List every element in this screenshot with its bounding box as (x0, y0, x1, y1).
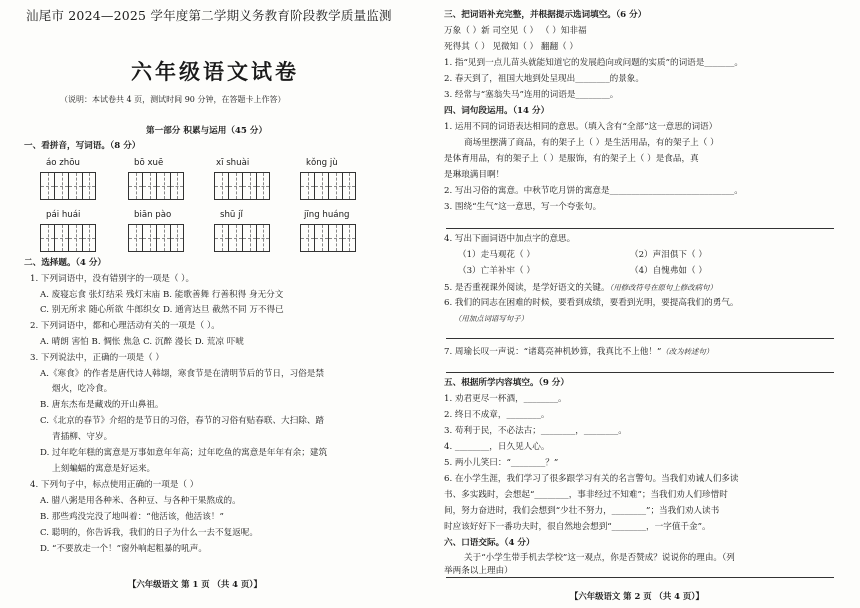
question-4-option-c: C. 聪明的，你告诉我，我们的日子为什么一去不复返呢。 (40, 528, 258, 538)
section-4-q1-line3: 是琳琅满目啊！ (444, 170, 505, 180)
tianzi-grid-5[interactable] (40, 224, 96, 252)
section-3-row-2: 死得其（ ） 见微知（ ） 翻翻（ ） (444, 42, 578, 52)
answer-line[interactable] (446, 338, 834, 339)
section-4-q6: 6. 我们的同志在困难的时候，要看到成绩，要看到光明，要提高我们的勇气。 (444, 298, 739, 308)
section-3-q3: 3. 经常与“塞翁失马”连用的词语是________。 (444, 90, 619, 100)
answer-line[interactable] (446, 228, 834, 229)
section-4-q1-line1: 商场里摆满了商品，有的架子上（ ）是生活用品，有的架子上（ ） (464, 138, 719, 148)
pinyin-5: pái huái (46, 210, 81, 220)
section-5-q6-line1: 6. 在小学生涯，我们学习了很多跟学习有关的名言警句。当我们劝诫人们多读 (444, 474, 739, 484)
section-5-q6-line4: 时应该好好下一番功夫时，很自然地会想到“________，一字值千金”。 (444, 522, 711, 532)
part-1-heading: 第一部分 积累与运用（45 分） (146, 126, 268, 136)
section-5-q4: 4. ________，日久见人心。 (444, 442, 550, 452)
exam-note: （说明：本试卷共 4 页，测试时间 90 分钟，在答题卡上作答） (60, 95, 286, 104)
question-4-option-d: D. “不要放走一个！”窗外响起粗暴的吼声。 (40, 544, 207, 554)
tianzi-grid-2[interactable] (128, 172, 184, 200)
page-2-footer: 【六年级语文 第 2 页 （共 4 页）】 (570, 591, 704, 601)
tianzi-grid-1[interactable] (40, 172, 96, 200)
section-5-q3: 3. 苟利于民，不必法古；________，________。 (444, 426, 627, 436)
answer-line[interactable] (446, 577, 834, 578)
section-4-q7 (444, 346, 713, 358)
section-3-q1: 1. 指“见到一点儿苗头就能知道它的发展趋向或问题的实质”的词语是_______。 (444, 58, 744, 68)
question-2: 2. 下列词语中，都和心理活动有关的一项是（ ）。 (30, 321, 220, 331)
section-4-q5-note: （用修改符号在原句上修改病句） (609, 283, 717, 292)
question-3-option-c-cont: 青插柳、守岁。 (52, 432, 113, 442)
section-5-heading: 五、根据所学内容填空。（9 分） (444, 378, 569, 388)
section-4-q6-note: （用加点词语写句子） (454, 314, 528, 323)
subject-title: 六年级语文试卷 (131, 59, 299, 84)
section-5-q5: 5. 两小儿笑曰：“________？” (444, 458, 559, 468)
question-1-options-ab: A. 废寝忘食 张灯结采 残灯末庙 B. 能歌善舞 行善积得 身无分文 (40, 290, 284, 300)
section-5-q1: 1. 劝君更尽一杯酒，________。 (444, 394, 567, 404)
section-4-q4: 4. 写出下面词语中加点字的意思。 (444, 234, 576, 244)
section-4-q4-item2: （2）声泪俱下（ ） (630, 250, 707, 260)
page-2 (430, 0, 860, 608)
section-3-q2: 2. 春天到了，祖国大地到处呈现出________的景象。 (444, 74, 644, 84)
section-6-prompt-cont: 举两条以上理由） (444, 566, 513, 576)
section-4-q1: 1. 运用不同的词语表达相同的意思。（填入含有“全部”这一意思的词语） (444, 122, 718, 132)
section-1-heading: 一、看拼音，写词语。（8 分） (24, 141, 141, 151)
question-4-option-a: A. 腊八粥是用各种米、各种豆、与各种干果熬成的。 (40, 496, 241, 506)
question-1-options-cd: C. 别无所求 随心所欲 牛郎织女 D. 通宵达旦 截然不同 万不得已 (40, 305, 284, 315)
page-1-footer: 【六年级语文 第 1 页 （共 4 页）】 (128, 579, 262, 589)
pinyin-3: xī shuài (216, 158, 250, 168)
question-2-options: A. 晴朗 害怕 B. 惆怅 焦急 C. 沉醉 漫长 D. 荒凉 吓唬 (40, 337, 244, 347)
section-4-q5 (444, 282, 717, 294)
pinyin-1: áo zhōu (46, 158, 80, 168)
section-4-q4-item1: （1）走马观花（ ） (458, 250, 535, 260)
section-5-q6-line2: 书、多实践时，会想起“________，事非经过不知难”；当我们劝人们珍惜时 (444, 490, 728, 500)
question-3-option-a-cont: 烟火，吃冷食。 (52, 384, 113, 394)
section-2-heading: 二、选择题。（4 分） (24, 258, 107, 268)
section-4-heading: 四、词句段运用。（14 分） (444, 106, 550, 116)
tianzi-grid-7[interactable] (214, 224, 270, 252)
section-3-heading: 三、把词语补充完整，并根据提示选词填空。（6 分） (444, 10, 647, 20)
section-3-row-1: 万象（ ）新 司空见（ ） （ ）知非福 (444, 26, 587, 36)
section-4-q4-item4: （4）自愧弗如（ ） (630, 266, 707, 276)
tianzi-grid-4[interactable] (300, 172, 356, 200)
section-4-q2: 2. 写出习俗的寓意。中秋节吃月饼的寓意是_____________________________。 (444, 186, 743, 196)
section-4-q5-text: 5. 是否重视课外阅读，是学好语文的关键。 (444, 283, 610, 293)
section-4-q7-note: （改为转述句） (661, 347, 714, 356)
section-5-q2: 2. 终日不成章，________。 (444, 410, 550, 420)
answer-line[interactable] (446, 372, 834, 373)
tianzi-grid-3[interactable] (214, 172, 270, 200)
pinyin-7: shū jǐ (220, 210, 243, 220)
question-4-option-b: B. 那些鸡没完没了地叫着：“他活该，他活该！” (40, 512, 224, 522)
section-4-q4-item3: （3）亡羊补牢（ ） (458, 266, 535, 276)
question-1: 1. 下列词语中，没有错别字的一项是（ ）。 (30, 274, 195, 284)
question-3-option-c: C.《北京的春节》介绍的是节日的习俗，春节的习俗有贴春联、大扫除、踏 (40, 416, 325, 426)
section-6-heading: 六、口语交际。（4 分） (444, 538, 535, 548)
question-3: 3. 下列说法中，正确的一项是（ ） (30, 353, 164, 363)
question-3-option-d-cont: 上刻蝙蝠的寓意是好运来。 (52, 464, 156, 474)
question-3-option-d: D. 过年吃年糕的寓意是万事如意年年高；过年吃鱼的寓意是年年有余；建筑 (40, 448, 328, 458)
pinyin-6: biān pào (134, 210, 172, 220)
exam-title: 汕尾市 2024—2025 学年度第二学期义务教育阶段教学质量监测 (26, 8, 392, 23)
question-3-option-a: A.《寒食》的作者是唐代诗人韩翃，寒食节是在清明节后的节日，习俗是禁 (40, 369, 324, 379)
section-4-q1-line2: 是体育用品，有的架子上（ ）是服饰，有的架子上（ ）是食品，真 (444, 154, 699, 164)
tianzi-grid-8[interactable] (300, 224, 356, 252)
question-3-option-b: B. 唐东杰布是藏戏的开山鼻祖。 (40, 400, 164, 410)
question-4: 4. 下列句子中，标点使用正确的一项是（ ） (30, 480, 199, 490)
section-4-q7-text: 7. 周瑜长叹一声说：“诸葛亮神机妙算，我真比不上他！” (444, 347, 662, 357)
section-4-q3: 3. 围绕“生气”这一意思，写一个夸张句。 (444, 202, 602, 212)
section-5-q6-line3: 间，努力奋进时，我们会想到“少壮不努力，________”；当我们劝人读书 (444, 506, 720, 516)
pinyin-2: bō xuē (134, 158, 164, 168)
pinyin-8: jīng huáng (304, 210, 350, 220)
tianzi-grid-6[interactable] (128, 224, 184, 252)
section-6-prompt: 关于“小学生带手机去学校”这一观点，你是否赞成？说说你的理由。（列 (464, 553, 735, 563)
pinyin-4: kǒng jù (306, 158, 338, 168)
